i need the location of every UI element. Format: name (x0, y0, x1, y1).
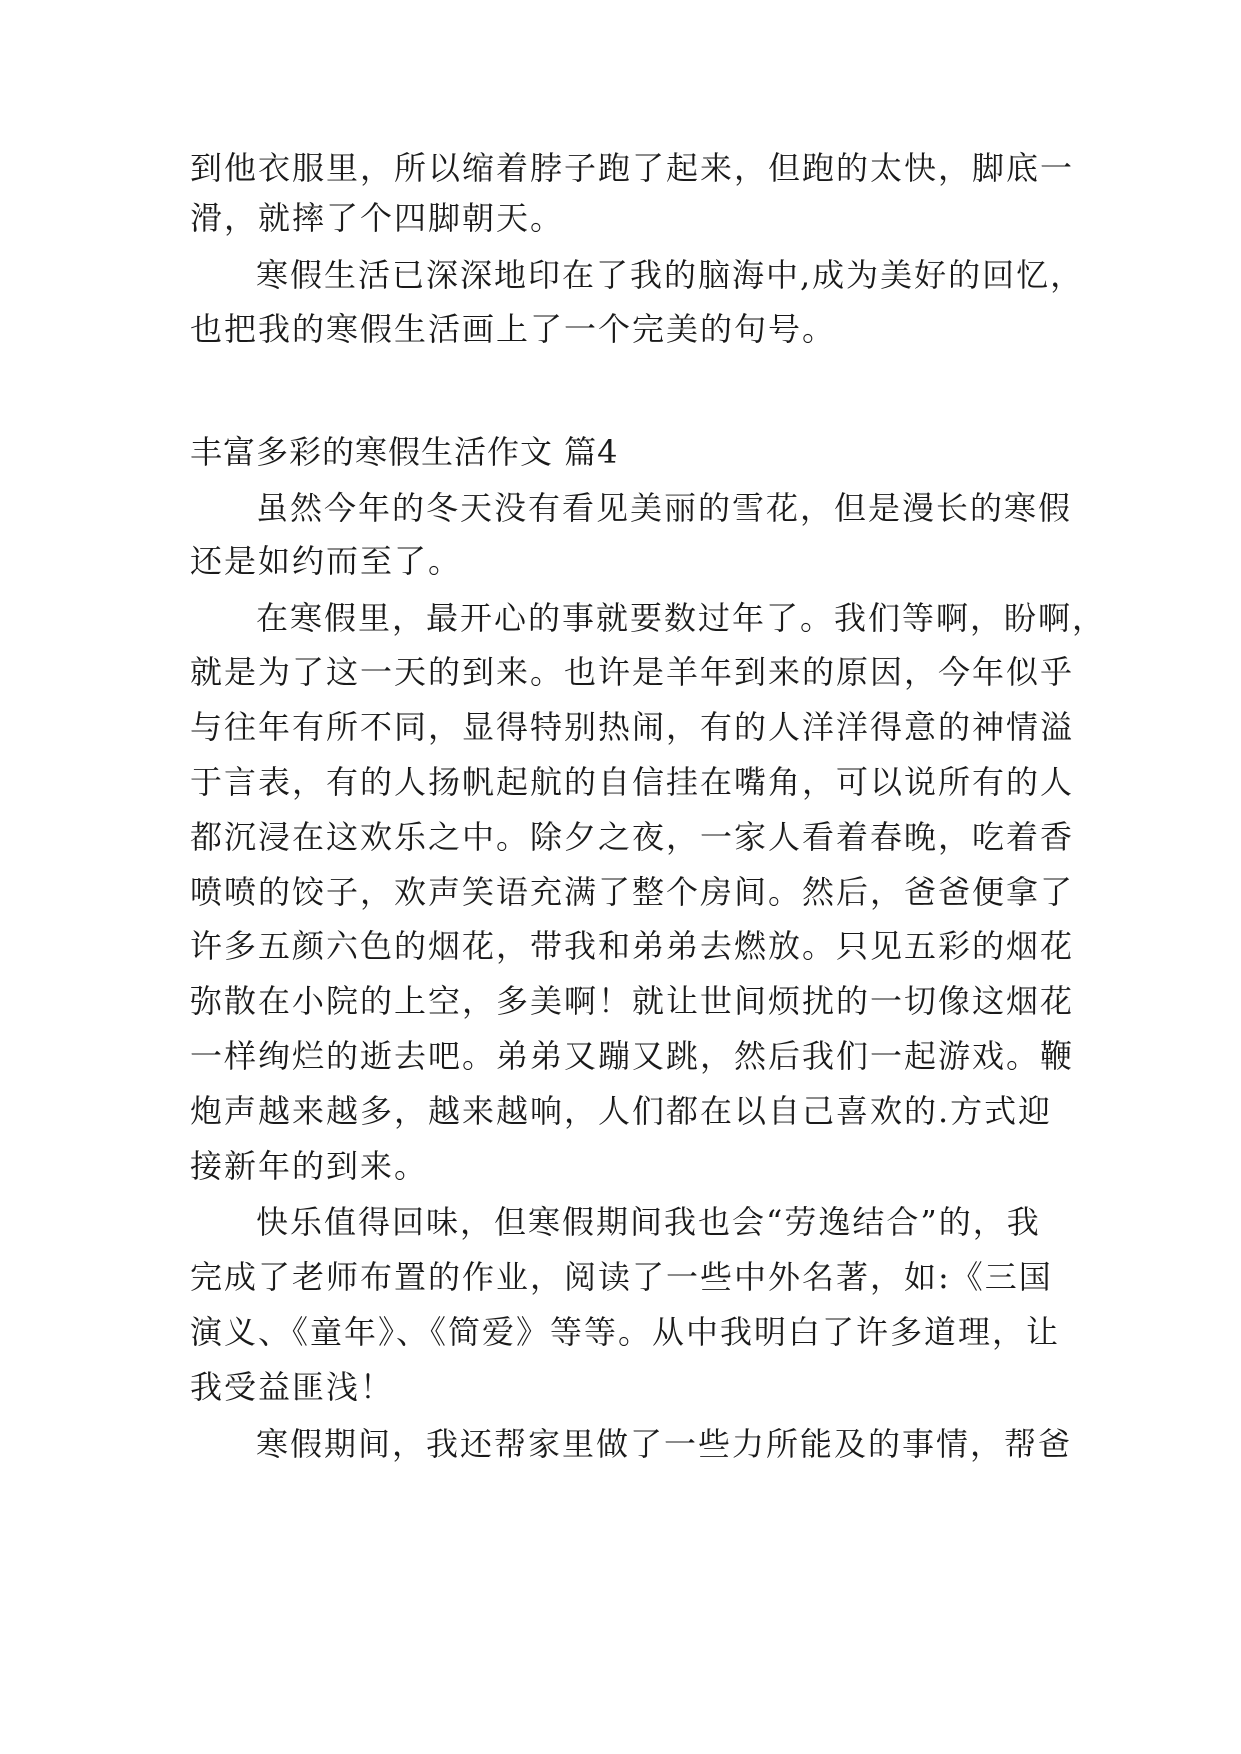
text-line: 一样绚烂的逝去吧。弟弟又蹦又跳，然后我们一起游戏。鞭 (190, 1037, 1075, 1075)
section-heading: 丰富多彩的寒假生活作文 篇4 (190, 433, 619, 471)
text-line: 到他衣服里，所以缩着脖子跑了起来，但跑的太快，脚底一 (190, 149, 1075, 187)
text-line: 都沉浸在这欢乐之中。除夕之夜，一家人看着春晚，吃着香 (190, 818, 1075, 856)
text-line: 喷喷的饺子，欢声笑语充满了整个房间。然后，爸爸便拿了 (190, 873, 1075, 911)
text-line: 完成了老师布置的作业，阅读了一些中外名著，如:《三国 (190, 1258, 1053, 1296)
paragraph-start-line: 在寒假里，最开心的事就要数过年了。我们等啊，盼啊， (256, 599, 1107, 637)
text-line: 还是如约而至了。 (190, 542, 463, 580)
text-line: 演义、《童年》、《简爱》等等。从中我明白了许多道理，让 (190, 1313, 1061, 1351)
paragraph-start-line: 寒假生活已深深地印在了我的脑海中,成为美好的回忆， (256, 256, 1085, 294)
text-line: 于言表，有的人扬帆起航的自信挂在嘴角，可以说所有的人 (190, 763, 1075, 801)
text-line: 我受益匪浅！ (190, 1368, 395, 1406)
text-line: 也把我的寒假生活画上了一个完美的句号。 (190, 310, 837, 348)
text-line: 许多五颜六色的烟花，带我和弟弟去燃放。只见五彩的烟花 (190, 927, 1075, 965)
paragraph-start-line: 寒假期间，我还帮家里做了一些力所能及的事情，帮爸 (256, 1425, 1073, 1463)
text-line: 滑，就摔了个四脚朝天。 (190, 199, 565, 237)
paragraph-start-line: 虽然今年的冬天没有看见美丽的雪花，但是漫长的寒假 (256, 489, 1073, 527)
text-line: 与往年有所不同，显得特别热闹，有的人洋洋得意的神情溢 (190, 708, 1075, 746)
paragraph-start-line: 快乐值得回味，但寒假期间我也会“劳逸结合”的，我 (256, 1203, 1041, 1241)
text-line: 接新年的到来。 (190, 1147, 429, 1185)
text-line: 弥散在小院的上空，多美啊！就让世间烦扰的一切像这烟花 (190, 982, 1075, 1020)
text-line: 炮声越来越多，越来越响，人们都在以自己喜欢的.方式迎 (190, 1092, 1053, 1130)
text-line: 就是为了这一天的到来。也许是羊年到来的原因，今年似乎 (190, 653, 1075, 691)
